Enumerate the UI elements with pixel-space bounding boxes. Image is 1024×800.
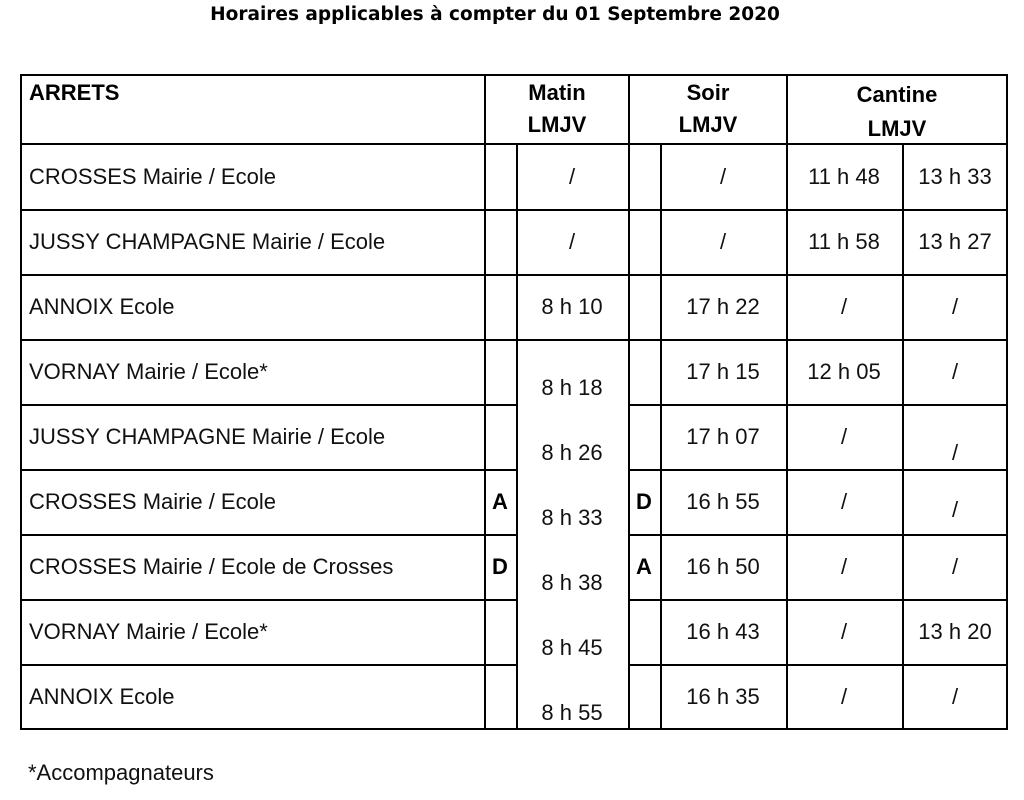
table-rule bbox=[20, 274, 516, 276]
matin-time: 8 h 26 bbox=[541, 440, 603, 465]
cantine-time-2: / bbox=[951, 294, 959, 319]
soir-time: 17 h 07 bbox=[686, 424, 760, 449]
stop-name: VORNAY Mairie / Ecole* bbox=[29, 359, 268, 384]
soir-direction-flag: A bbox=[636, 554, 652, 579]
cantine-time-2: 13 h 27 bbox=[918, 229, 992, 254]
soir-time: 17 h 15 bbox=[686, 359, 760, 384]
table-rule bbox=[484, 74, 486, 730]
cantine-time-2: 13 h 20 bbox=[918, 619, 992, 644]
header-soir-days: LMJV bbox=[678, 112, 738, 137]
header-matin-days: LMJV bbox=[527, 112, 587, 137]
table-rule bbox=[20, 534, 516, 536]
cantine-time-1: / bbox=[840, 424, 848, 449]
cantine-time-1: / bbox=[840, 554, 848, 579]
footnote: *Accompagnateurs bbox=[28, 760, 214, 785]
table-rule bbox=[628, 74, 630, 730]
cantine-time-2: / bbox=[951, 684, 959, 709]
cantine-time-2: 13 h 33 bbox=[918, 164, 992, 189]
stop-name: VORNAY Mairie / Ecole* bbox=[29, 619, 268, 644]
table-rule bbox=[628, 664, 1008, 666]
table-rule bbox=[1006, 74, 1008, 730]
table-rule bbox=[516, 144, 518, 730]
table-rule bbox=[20, 339, 516, 341]
table-rule bbox=[20, 469, 516, 471]
header-soir: Soir bbox=[686, 80, 730, 105]
table-rule bbox=[628, 599, 1008, 601]
soir-time: 16 h 55 bbox=[686, 489, 760, 514]
table-rule bbox=[516, 339, 628, 341]
soir-time: 16 h 35 bbox=[686, 684, 760, 709]
stop-name: CROSSES Mairie / Ecole de Crosses bbox=[29, 554, 394, 579]
matin-time: 8 h 55 bbox=[541, 700, 603, 725]
table-rule bbox=[628, 404, 1008, 406]
cantine-time-1: 11 h 58 bbox=[808, 229, 880, 254]
table-rule bbox=[20, 74, 22, 730]
matin-time: 8 h 10 bbox=[541, 294, 603, 319]
cantine-time-1: / bbox=[840, 684, 848, 709]
matin-time: 8 h 33 bbox=[541, 505, 603, 530]
matin-direction-flag: A bbox=[492, 489, 508, 514]
cantine-time-2: / bbox=[951, 554, 959, 579]
header-arrets: ARRETS bbox=[29, 80, 120, 105]
table-rule bbox=[516, 209, 628, 211]
stop-name: ANNOIX Ecole bbox=[29, 684, 175, 709]
cantine-time-1: 11 h 48 bbox=[808, 164, 880, 189]
header-cantine: Cantine bbox=[856, 82, 938, 107]
cantine-time-1: / bbox=[840, 294, 848, 319]
table-rule bbox=[20, 209, 516, 211]
header-cantine-days: LMJV bbox=[867, 116, 927, 141]
table-rule bbox=[628, 534, 1008, 536]
table-rule bbox=[628, 209, 1008, 211]
table-rule bbox=[628, 274, 1008, 276]
cantine-time-2: / bbox=[951, 440, 959, 465]
stop-name: JUSSY CHAMPAGNE Mairie / Ecole bbox=[29, 229, 386, 254]
matin-time: / bbox=[568, 229, 576, 254]
cantine-time-1: 12 h 05 bbox=[807, 359, 881, 384]
matin-time: 8 h 18 bbox=[541, 375, 603, 400]
table-rule bbox=[786, 74, 788, 730]
stop-name: ANNOIX Ecole bbox=[29, 294, 175, 319]
table-rule bbox=[660, 144, 662, 730]
soir-time: 17 h 22 bbox=[686, 294, 760, 319]
table-rule bbox=[628, 469, 1008, 471]
cantine-time-2: / bbox=[951, 497, 959, 522]
cantine-time-2: / bbox=[951, 359, 959, 384]
table-rule bbox=[20, 143, 1008, 145]
table-rule bbox=[20, 74, 1008, 76]
soir-time: 16 h 50 bbox=[686, 554, 760, 579]
stop-name: CROSSES Mairie / Ecole bbox=[29, 164, 276, 189]
table-rule bbox=[20, 664, 516, 666]
matin-direction-flag: D bbox=[492, 554, 508, 579]
document-title: Horaires applicables à compter du 01 Septembre 2020 bbox=[210, 4, 780, 25]
table-rule bbox=[516, 274, 628, 276]
stop-name: JUSSY CHAMPAGNE Mairie / Ecole bbox=[29, 424, 386, 449]
table-rule bbox=[902, 144, 904, 730]
soir-time: / bbox=[719, 229, 727, 254]
matin-time: / bbox=[568, 164, 576, 189]
stop-name: CROSSES Mairie / Ecole bbox=[29, 489, 276, 514]
matin-time: 8 h 45 bbox=[541, 635, 603, 660]
cantine-time-1: / bbox=[840, 489, 848, 514]
schedule-table bbox=[20, 74, 1008, 730]
header-matin: Matin bbox=[528, 80, 586, 105]
table-rule bbox=[20, 728, 1008, 730]
table-rule bbox=[20, 599, 516, 601]
soir-time: 16 h 43 bbox=[686, 619, 760, 644]
soir-direction-flag: D bbox=[636, 489, 652, 514]
table-rule bbox=[20, 404, 516, 406]
cantine-time-1: / bbox=[840, 619, 848, 644]
matin-time: 8 h 38 bbox=[541, 570, 603, 595]
table-rule bbox=[628, 339, 1008, 341]
soir-time: / bbox=[719, 164, 727, 189]
